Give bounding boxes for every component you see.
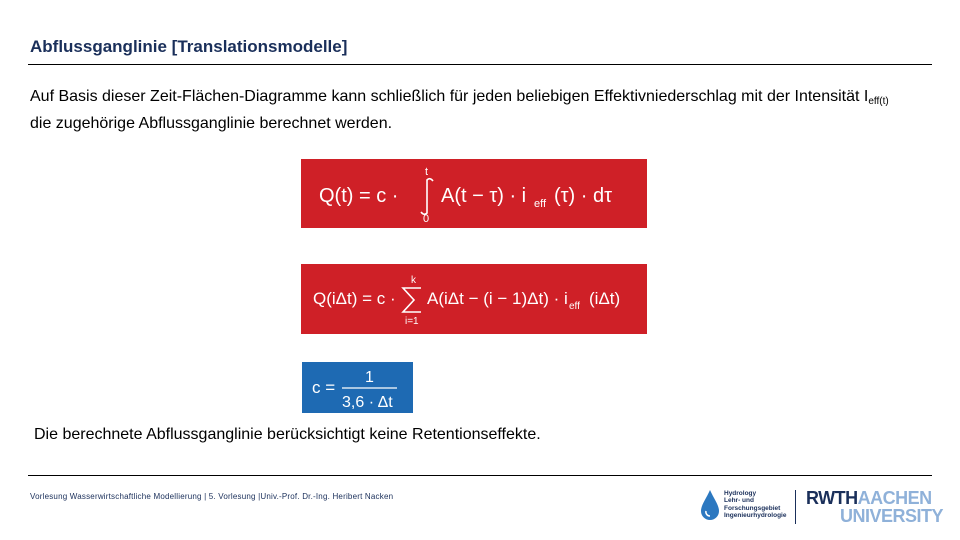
rwth-university-wordmark: UNIVERSITY	[840, 506, 944, 526]
rwth-aachen-wordmark: AACHEN	[857, 488, 932, 508]
eq2-upper-limit: k	[411, 275, 416, 286]
footer-divider	[28, 475, 932, 476]
hydro-logo-line-1: Hydrology	[724, 490, 757, 497]
eq1-integrand: A(t − τ) · i	[441, 185, 527, 207]
eq2-subscript: eff	[569, 301, 580, 312]
title-divider	[28, 64, 932, 65]
equation-sum-box	[301, 264, 647, 334]
equation-integral-box	[301, 159, 647, 228]
eq1-upper-limit: t	[425, 166, 429, 178]
footer-text: Vorlesung Wasserwirtschaftliche Modellierung | 5. Vorlesung |Univ.-Prof. Dr.-Ing. Heribert Nacken	[30, 492, 394, 501]
eq3-lhs: c =	[312, 378, 336, 397]
logo-separator	[795, 490, 796, 524]
hydro-logo-line-4: Ingenieurhydrologie	[724, 512, 787, 520]
eq3-numerator: 1	[365, 369, 374, 386]
eq2-lower-limit: i=1	[405, 316, 419, 327]
eq1-subscript: eff	[534, 198, 547, 210]
eq2-summand: A(iΔt − (i − 1)Δt) · i	[427, 289, 568, 308]
rwth-logo	[806, 488, 944, 527]
intro-text-part-2: die zugehörige Abflussganglinie berechnet werden.	[30, 115, 393, 132]
sum-sign	[403, 288, 421, 312]
rwth-wordmark: RWTH	[806, 488, 858, 508]
eq1-lower-limit: 0	[423, 213, 430, 225]
intro-paragraph	[30, 86, 910, 135]
intro-text-part-1: Auf Basis dieser Zeit-Flächen-Diagramme kann schließlich für jeden beliebigen Effektivniederschlag mit der Intensität I	[30, 88, 869, 105]
slide-title: Abflussganglinie [Translationsmodelle]	[30, 37, 348, 56]
hydro-logo-line-2: Lehr- und	[724, 497, 754, 505]
integral-sign	[421, 179, 433, 215]
hydrology-logo	[700, 487, 790, 527]
intro-subscript: eff(t)	[868, 96, 889, 107]
hydro-logo-line-3: Forschungsgebiet	[724, 504, 781, 512]
eq3-denominator: 3,6 · Δt	[342, 394, 393, 411]
eq2-tail: (iΔt)	[589, 289, 621, 308]
eq2-lhs: Q(iΔt) = c ·	[313, 289, 396, 308]
eq1-tail: (τ) · dτ	[554, 185, 613, 207]
eq1-lhs: Q(t) = c ·	[319, 185, 399, 207]
water-drop-icon	[700, 489, 720, 521]
outro-paragraph: Die berechnete Abflussganglinie berücksichtigt keine Retentionseffekte.	[34, 426, 541, 443]
equation-constant-box	[302, 362, 413, 413]
